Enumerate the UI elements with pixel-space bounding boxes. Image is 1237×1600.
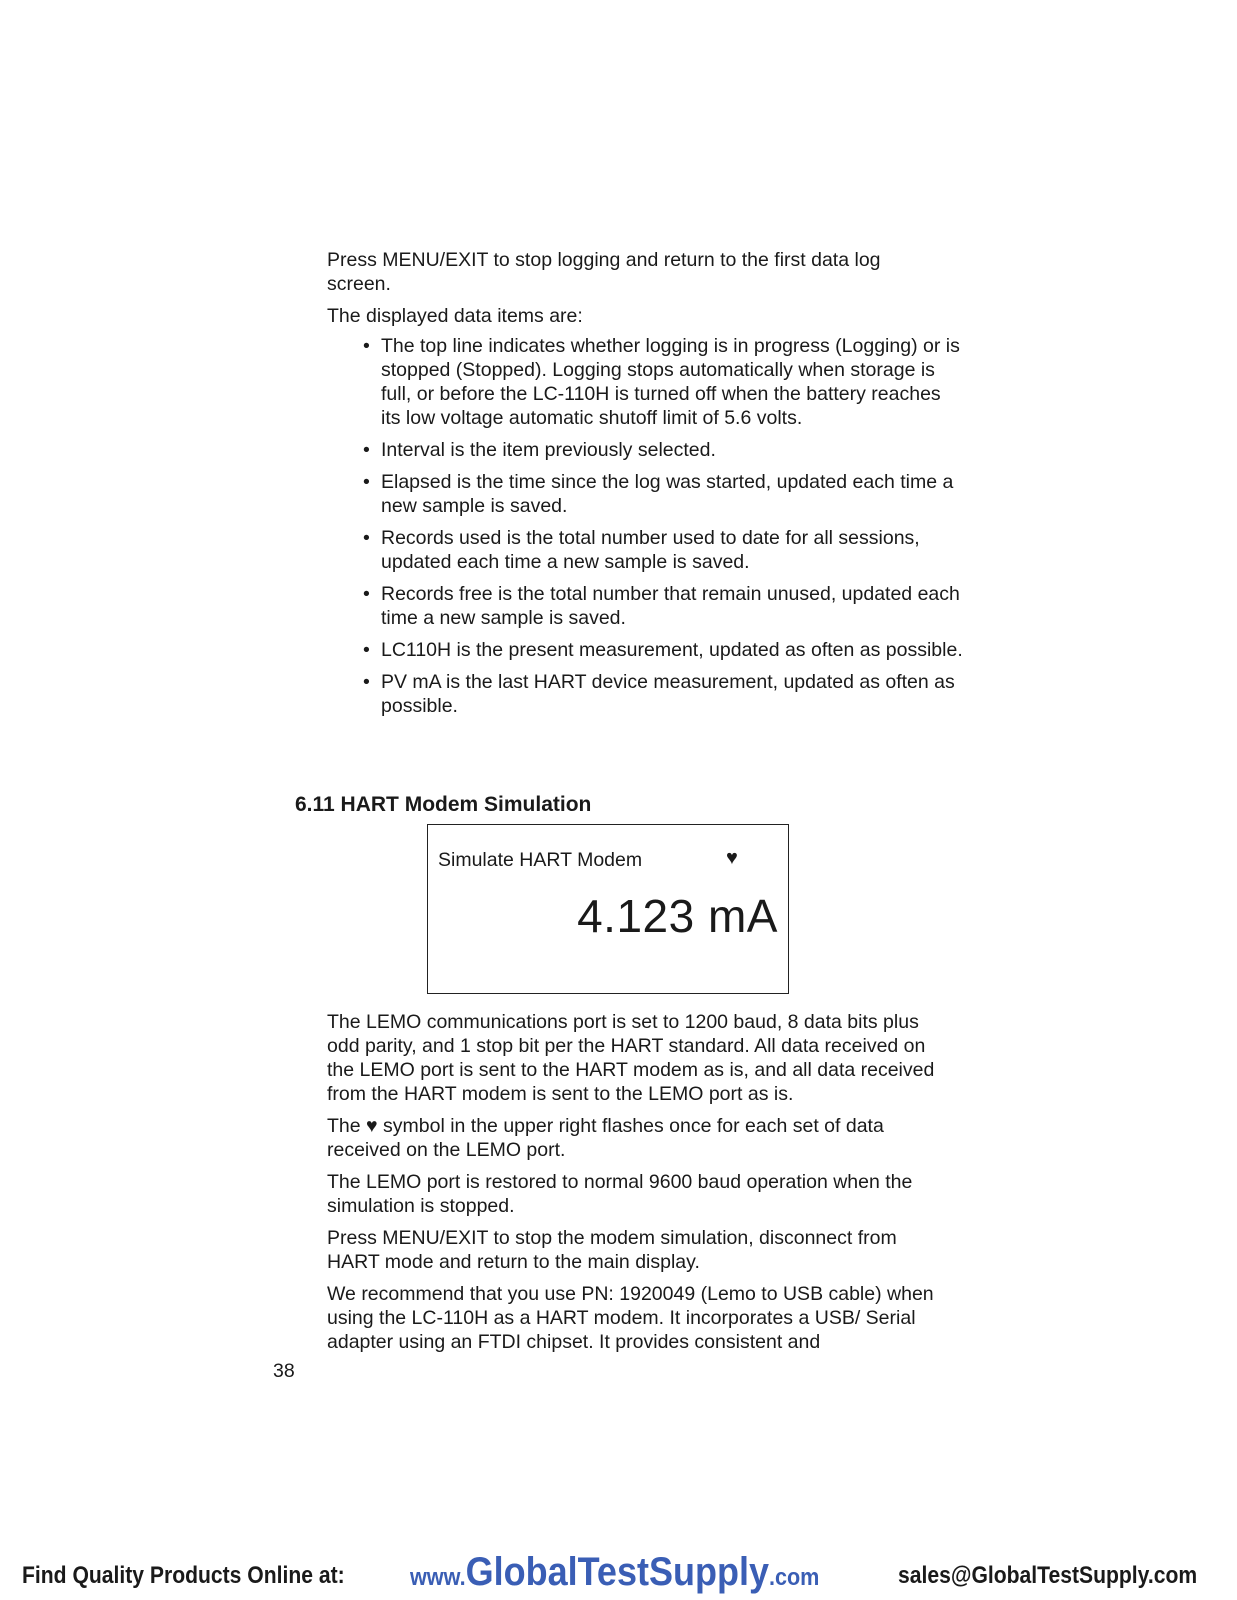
list-item: • Records used is the total number used to date for all sessions, updated each time a new sample is saved. xyxy=(363,527,920,573)
list-item: • Elapsed is the time since the log was started, updated each time a new sample is saved. xyxy=(363,471,954,517)
bullet-glyph: • xyxy=(363,335,370,357)
lcd-display-illustration xyxy=(427,824,789,994)
footer-url-main: GlobalTestSupply xyxy=(465,1550,769,1594)
footer-banner xyxy=(0,1550,1237,1600)
list-item: • LC110H is the present measurement, updated as often as possible. xyxy=(363,639,963,661)
footer-email-link[interactable]: sales@GlobalTestSupply.com xyxy=(898,1562,1198,1589)
body-paragraph-4: Press MENU/EXIT to stop the modem simulation, disconnect from HART mode and return to the main display. xyxy=(327,1227,897,1273)
bullet-glyph: • xyxy=(363,639,370,661)
footer-url-prefix: www. xyxy=(410,1564,466,1591)
data-items-list xyxy=(363,334,963,726)
page-number: 38 xyxy=(273,1360,295,1382)
bullet-glyph: • xyxy=(363,671,370,693)
intro-paragraph-1: Press MENU/EXIT to stop logging and return to the first data log screen. xyxy=(327,249,881,295)
body-paragraph-1: The LEMO communications port is set to 1200 baud, 8 data bits plus odd parity, and 1 stop bit per the HART standard. All data received on the LEMO port is sent to the HART modem as is, and all data received from the HART modem is sent to the LEMO port as is. xyxy=(327,1011,935,1105)
section-heading: 6.11 HART Modem Simulation xyxy=(295,793,592,816)
bullet-glyph: • xyxy=(363,527,370,549)
bullet-glyph: • xyxy=(363,471,370,493)
bullet-glyph: • xyxy=(363,439,370,461)
list-item: • The top line indicates whether logging is in progress (Logging) or is stopped (Stopped). Logging stops automatically when storage is full, or before the LC-110H is turned off when the battery reaches its low voltage automatic shutoff limit of 5.6 volts. xyxy=(363,335,960,429)
lcd-title: Simulate HART Modem xyxy=(438,849,643,871)
footer-website-link[interactable] xyxy=(410,1550,819,1595)
body-paragraph-5: We recommend that you use PN: 1920049 (Lemo to USB cable) when using the LC-110H as a HART modem. It incorporates a USB/ Serial adapter using an FTDI chipset. It provides consistent and xyxy=(327,1283,934,1353)
body-paragraph-3: The LEMO port is restored to normal 9600 baud operation when the simulation is stopped. xyxy=(327,1171,913,1217)
body-paragraph-2: The ♥ symbol in the upper right flashes once for each set of data received on the LEMO port. xyxy=(327,1115,884,1161)
footer-tagline: Find Quality Products Online at: xyxy=(22,1562,345,1589)
heart-icon: ♥ xyxy=(726,847,738,869)
intro-paragraph-2: The displayed data items are: xyxy=(327,305,583,327)
footer-url-suffix: .com xyxy=(768,1564,820,1591)
list-item: • PV mA is the last HART device measurement, updated as often as possible. xyxy=(363,671,955,717)
lcd-measurement-value: 4.123 mA xyxy=(577,890,778,942)
bullet-glyph: • xyxy=(363,583,370,605)
list-item: • Records free is the total number that remain unused, updated each time a new sample is saved. xyxy=(363,583,960,629)
list-item: • Interval is the item previously selected. xyxy=(363,439,716,461)
